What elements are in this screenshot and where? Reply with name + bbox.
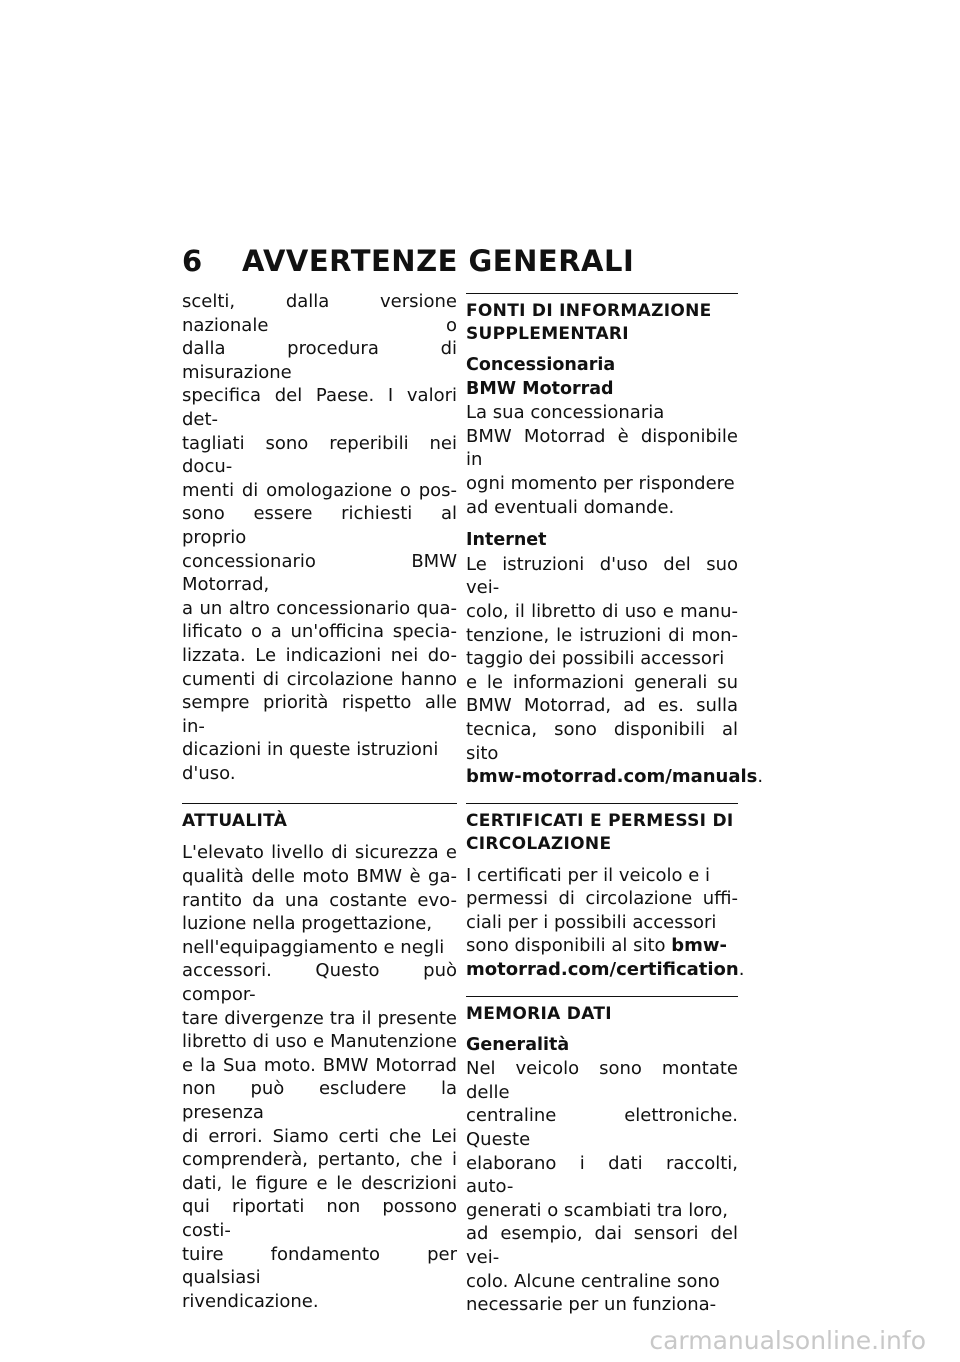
text-line: sono essere richiesti al proprio — [182, 503, 457, 548]
generalita-subheading: Generalità — [466, 1034, 570, 1055]
text-line: Nel veicolo sono montate delle — [466, 1058, 738, 1103]
certificati-paragraph — [466, 864, 745, 982]
text-line: centraline elettroniche. Queste — [466, 1105, 738, 1151]
text-line: dati, le figure e le descrizioni — [182, 1172, 457, 1194]
intro-paragraph — [182, 290, 457, 785]
text-line: I certificati per il veicolo e i — [466, 864, 711, 886]
dealer-paragraph — [466, 401, 738, 519]
text-line: tecnica, sono disponibili al sito — [466, 718, 738, 764]
text-line: nell'equipaggiamento e negli — [182, 936, 445, 958]
sentence-end: . — [757, 766, 764, 788]
chapter-title: AVVERTENZE GENERALI — [242, 244, 635, 278]
section-heading-attualita: ATTUALITÀ — [182, 811, 288, 832]
section-heading-certificati — [466, 810, 738, 856]
certification-link-part2[interactable]: motorrad.com/certification — [466, 959, 739, 981]
text-line: e le informazioni generali su — [466, 671, 738, 693]
memoria-paragraph — [466, 1057, 738, 1317]
text-line: La sua concessionaria — [466, 402, 665, 424]
text-line: a un altro concessionario qua- — [182, 597, 457, 619]
text-line: BMW Motorrad è disponibile in — [466, 425, 738, 471]
text-line: ad esempio, dai sensori del vei- — [466, 1223, 738, 1268]
text-line: generati o scambiati tra loro, — [466, 1199, 728, 1221]
text-line: colo. Alcune centraline sono — [466, 1270, 720, 1292]
text-line: L'elevato livello di sicurezza e — [182, 842, 457, 864]
text-line: permessi di circolazione uffi- — [466, 888, 738, 910]
text-line: dalla procedura di misurazione — [182, 338, 457, 383]
watermark: carmanualsonline.info — [649, 1326, 926, 1355]
text-line: dicazioni in queste istruzioni — [182, 739, 439, 761]
text-line: di errori. Siamo certi che Lei — [182, 1125, 457, 1147]
heading-line: CIRCOLAZIONE — [466, 833, 612, 854]
text-line: scelti, dalla versione nazionale o — [182, 291, 457, 336]
section-heading-fonti — [466, 300, 738, 346]
text-line — [466, 765, 764, 789]
section-heading-memoria: MEMORIA DATI — [466, 1003, 612, 1024]
manuals-link[interactable]: bmw-motorrad.com/manuals — [466, 766, 758, 788]
text-line — [466, 958, 745, 982]
attualita-paragraph — [182, 841, 457, 1313]
text-line: accessori. Questo può compor- — [182, 960, 457, 1006]
text-line: tare divergenze tra il presente — [182, 1007, 457, 1029]
dealer-subheading — [466, 354, 738, 401]
text-line: tenzione, le istruzioni di mon- — [466, 624, 738, 646]
chapter-heading — [182, 244, 634, 278]
text-line: libretto di uso e Manutenzione — [182, 1031, 457, 1053]
section-divider — [182, 803, 457, 804]
text-line: cumenti di circolazione hanno — [182, 668, 457, 690]
certification-link-part1[interactable]: bmw- — [671, 935, 728, 957]
subheading-line: Concessionaria — [466, 355, 616, 375]
text-line: menti di omologazione o pos- — [182, 479, 457, 501]
text-line: luzione nella progettazione, — [182, 913, 433, 935]
text-line: ogni momento per rispondere — [466, 472, 735, 494]
text-line — [466, 934, 738, 958]
heading-line: SUPPLEMENTARI — [466, 324, 629, 344]
left-column — [182, 290, 457, 1313]
section-divider — [466, 293, 738, 294]
text-line: necessarie per un funziona- — [466, 1294, 717, 1316]
text-line: colo, il libretto di uso e manu- — [466, 600, 738, 622]
text-line: non può escludere la presenza — [182, 1078, 457, 1123]
text-line: BMW Motorrad, ad es. sulla — [466, 695, 738, 717]
text-fragment: sono disponibili al sito — [466, 935, 666, 957]
internet-subheading: Internet — [466, 530, 547, 551]
text-line: lizzata. Le indicazioni nei do- — [182, 644, 457, 666]
text-line: rantito da una costante evo- — [182, 889, 457, 911]
text-line: Le istruzioni d'uso del suo vei- — [466, 553, 738, 599]
text-line: qui riportati non possono costi- — [182, 1196, 457, 1241]
text-line: lificato o a un'officina specia- — [182, 621, 457, 643]
text-line: elaborano i dati raccolti, auto- — [466, 1152, 738, 1198]
text-line: rivendicazione. — [182, 1290, 319, 1312]
text-line: tagliati sono reperibili nei docu- — [182, 432, 457, 478]
subheading-line: BMW Motorrad — [466, 378, 614, 399]
text-line: d'uso. — [182, 762, 236, 784]
text-line: ad eventuali domande. — [466, 496, 675, 518]
text-line: ciali per i possibili accessori — [466, 911, 717, 933]
text-line: concessionario BMW Motorrad, — [182, 550, 457, 596]
text-line: taggio dei possibili accessori — [466, 648, 725, 670]
text-line: specifica del Paese. I valori det- — [182, 385, 457, 430]
heading-line: FONTI DI INFORMAZIONE — [466, 301, 712, 321]
text-line: qualità delle moto BMW è ga- — [182, 866, 457, 888]
text-line: tuire fondamento per qualsiasi — [182, 1243, 457, 1289]
section-divider — [466, 803, 738, 804]
text-line: e la Sua moto. BMW Motorrad — [182, 1054, 457, 1076]
text-line: comprenderà, pertanto, che i — [182, 1149, 457, 1171]
right-column — [466, 290, 764, 1317]
sentence-end: . — [738, 959, 745, 981]
text-line: sempre priorità rispetto alle in- — [182, 692, 457, 737]
internet-paragraph — [466, 553, 764, 789]
section-divider — [466, 996, 738, 997]
heading-line: CERTIFICATI E PERMESSI DI — [466, 810, 734, 831]
chapter-number: 6 — [182, 244, 203, 278]
